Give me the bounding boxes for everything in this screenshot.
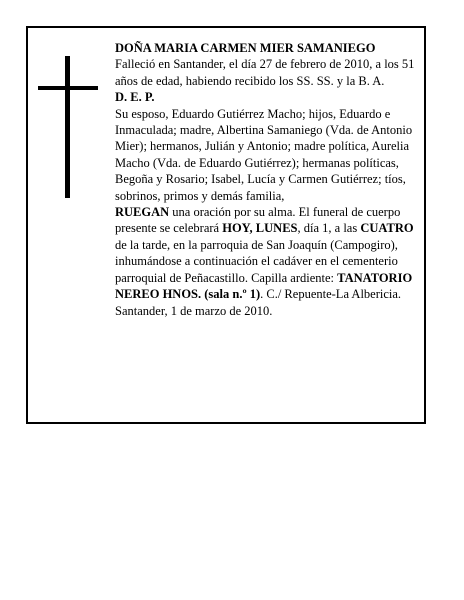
ruegan-word: RUEGAN bbox=[115, 205, 170, 220]
funeral-text-1: una oración por su alma. El funeral de cuerpo presente se celebrará bbox=[115, 205, 401, 236]
cross-horizontal-bar bbox=[38, 86, 98, 90]
dep-line: D. E. P. bbox=[115, 90, 155, 105]
death-announcement: Falleció en Santander, el día 27 de febrero de 2010, a los 51 años de edad, habiendo recibido los SS. SS. y la B. A. bbox=[115, 57, 415, 88]
funeral-hour: CUATRO bbox=[360, 221, 414, 236]
funeral-text-4: . C./ Repuente-La Albericia. bbox=[260, 287, 402, 302]
funeral-home: TANATORIO NEREO HNOS. (sala n.º 1) bbox=[115, 270, 413, 302]
cross-icon bbox=[38, 56, 98, 198]
funeral-text-2: , día 1, a las bbox=[297, 221, 361, 236]
funeral-paragraph bbox=[115, 204, 420, 302]
obituary-notice bbox=[26, 26, 426, 424]
funeral-text-3: de la tarde, en la parroquia de San Joaquín (Campogiro), inhumándose a continuación el cadáver en el cementerio parroquial de Peñacastillo. Capilla ardiente: bbox=[115, 237, 398, 285]
notice-text bbox=[115, 40, 420, 319]
cross-vertical-bar bbox=[65, 56, 70, 198]
date-line: Santander, 1 de marzo de 2010. bbox=[115, 303, 273, 318]
deceased-name: DOÑA MARIA CARMEN MIER SAMANIEGO bbox=[115, 41, 376, 55]
funeral-day: HOY, LUNES bbox=[222, 221, 298, 236]
family-list: Su esposo, Eduardo Gutiérrez Macho; hijos, Eduardo e Inmaculada; madre, Albertina Samaniego (Vda. de Antonio Mier); hermanos, Julián y Antonio; madre política, Aurelia Macho (Vda. de Eduardo Gutiérrez); hermanas políticas, Begoña y Rosario; Isabel, Lucía y Carmen Gutiérrez; tíos, sobrinos, primos y demás familia, bbox=[115, 106, 413, 203]
